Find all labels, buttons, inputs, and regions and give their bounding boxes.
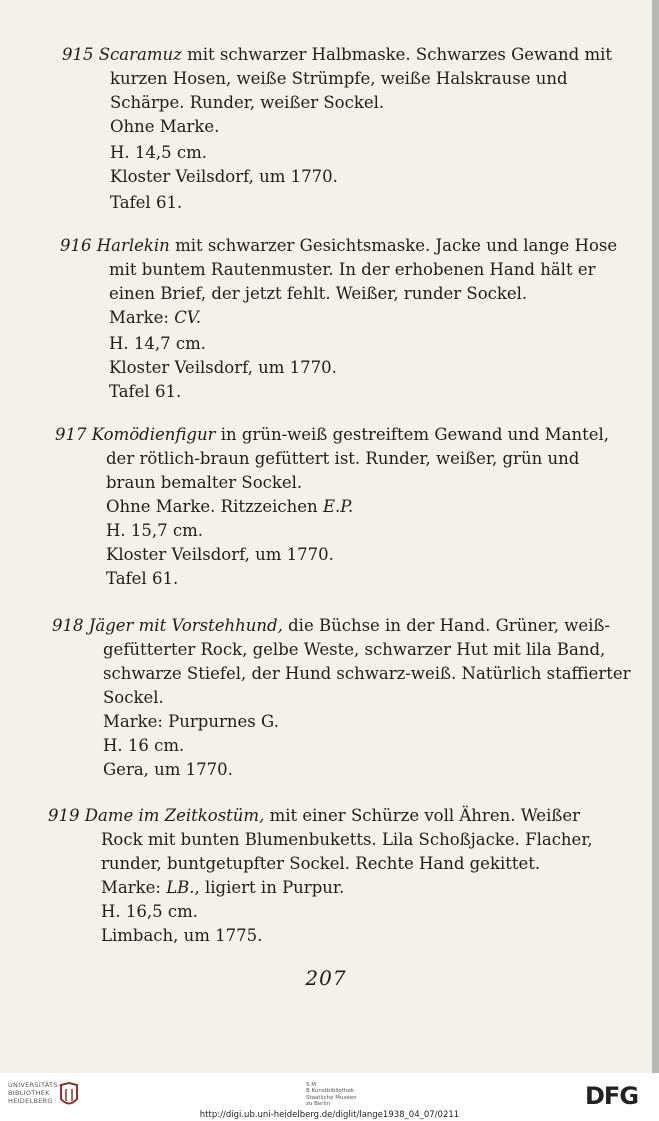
entry-number: 917 (55, 425, 87, 444)
entry-number: 916 (60, 236, 92, 255)
source-url-link[interactable]: http://digi.ub.uni-heidelberg.de/diglit/lange1938_04_07/0211 (199, 1110, 460, 1120)
entry-height: H. 16 cm. (103, 736, 185, 755)
entry-mark: E.P. (322, 497, 354, 516)
entry-mark: Ohne Marke. (110, 117, 220, 136)
entry-text: Schärpe. Runder, weißer Sockel. (110, 93, 385, 112)
entry-origin: Kloster Veilsdorf, um 1770. (109, 358, 337, 377)
entry-text: mit schwarzer Gesichtsmaske. Jacke und lange Hose (175, 236, 618, 255)
entry-text: gefütterter Rock, gelbe Weste, schwarzer Hut mit lila Band, (103, 640, 606, 659)
entry-height: H. 15,7 cm. (106, 521, 203, 540)
page-number: 207 (305, 966, 347, 990)
entry-mark-label: Marke: (101, 878, 167, 897)
entry-title: Komödienfigur (91, 425, 216, 444)
entry-title: Dame im Zeitkostüm, (84, 806, 265, 825)
entry-number: 919 (48, 806, 80, 825)
dfg-logo: DFG (585, 1082, 639, 1110)
entry-text: kurzen Hosen, weiße Strümpfe, weiße Halskrause und (110, 69, 568, 88)
entry-text: einen Brief, der jetzt fehlt. Weißer, runder Sockel. (109, 284, 528, 303)
entry-origin: Gera, um 1770. (103, 760, 233, 779)
entry-text: in grün-weiß gestreiftem Gewand und Mantel, (220, 425, 610, 444)
entry-text: schwarze Stiefel, der Hund schwarz-weiß. Natürlich staffierter (103, 664, 631, 683)
entry-origin: Kloster Veilsdorf, um 1770. (106, 545, 334, 564)
entry-plate: Tafel 61. (109, 382, 182, 401)
entry-title: Jäger mit Vorstehhund, (88, 616, 283, 635)
entry-mark: LB. (166, 878, 195, 897)
entry-number: 918 (52, 616, 84, 635)
smb-kunstbibliothek-logo: S M B Kunstbibliothek Staatliche Museen zu Berlin (306, 1082, 357, 1108)
entry-origin: Kloster Veilsdorf, um 1770. (110, 167, 338, 186)
entry-mark: CV. (174, 308, 202, 327)
university-library-logo: UNIVERSITÄTS- BIBLIOTHEK HEIDELBERG (8, 1081, 61, 1105)
entry-height: H. 16,5 cm. (101, 902, 198, 921)
entry-text: mit schwarzer Halbmaske. Schwarzes Gewand mit (187, 45, 613, 64)
entry-origin: Limbach, um 1775. (101, 926, 263, 945)
entry-plate: Tafel 61. (110, 193, 183, 212)
entry-text: der rötlich-braun gefüttert ist. Runder, weißer, grün und (106, 449, 580, 468)
entry-mark: Marke: Purpurnes G. (103, 712, 279, 731)
entry-plate: Tafel 61. (106, 569, 179, 588)
entry-text: Sockel. (103, 688, 164, 707)
entry-title: Scaramuz (98, 45, 182, 64)
university-emblem-icon (58, 1081, 80, 1109)
entry-title: Harlekin (96, 236, 170, 255)
entry-mark-label: Ohne Marke. Ritzzeichen (106, 497, 323, 516)
entry-text: die Büchse in der Hand. Grüner, weiß- (288, 616, 610, 635)
entry-text: mit einer Schürze voll Ähren. Weißer (269, 806, 581, 825)
entry-number: 915 (62, 45, 94, 64)
entry-text: runder, buntgetupfter Sockel. Rechte Hand gekittet. (101, 854, 541, 873)
entry-height: H. 14,5 cm. (110, 143, 207, 162)
entry-mark-label: Marke: (109, 308, 175, 327)
entry-text: braun bemalter Sockel. (106, 473, 303, 492)
page-edge (652, 0, 659, 1073)
entry-height: H. 14,7 cm. (109, 334, 206, 353)
entry-mark-suffix: , ligiert in Purpur. (194, 878, 345, 897)
entry-text: Rock mit bunten Blumenbuketts. Lila Schoßjacke. Flacher, (101, 830, 593, 849)
entry-text: mit buntem Rautenmuster. In der erhobenen Hand hält er (109, 260, 596, 279)
